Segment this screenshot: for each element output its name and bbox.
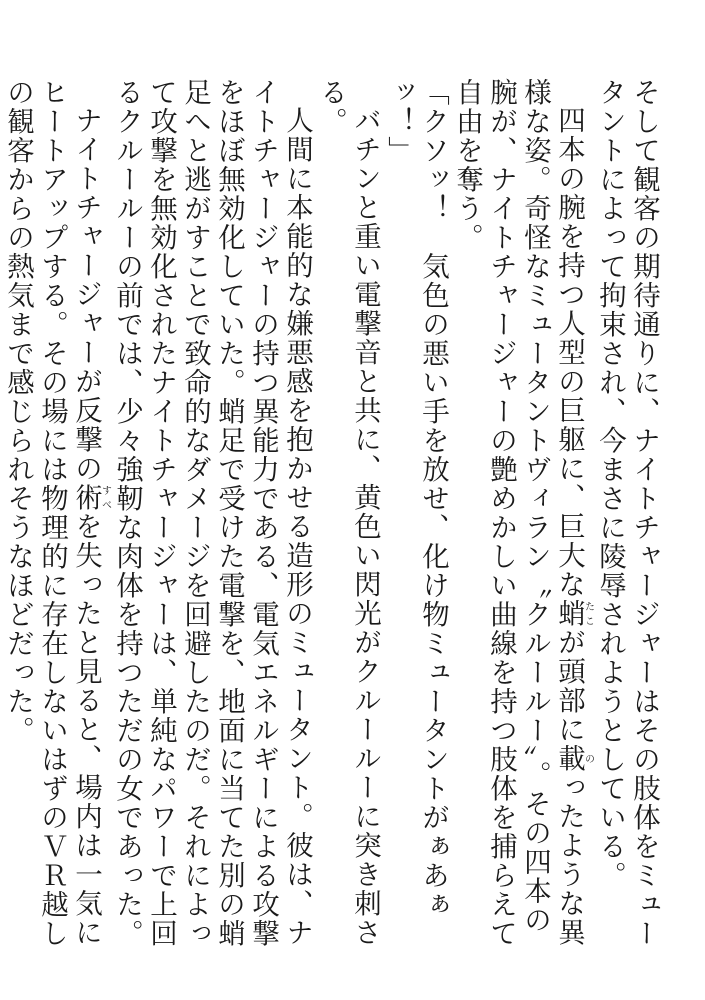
body-paragraph [314, 78, 382, 958]
dialogue-paragraph [382, 78, 450, 958]
text-run: バチンと重い電撃音と共に、黄色い閃光がクルールーに突き刺さる。 [315, 78, 381, 947]
body-paragraph [450, 78, 593, 958]
ruby-reading: の [582, 743, 594, 773]
text-run: 四本の腕を持つ人型の巨躯に、巨大な [553, 105, 585, 599]
vertical-text-body [1, 78, 661, 958]
ruby-word [70, 482, 111, 512]
ruby-reading: たこ [582, 598, 594, 628]
ruby-base: 術 [70, 482, 102, 512]
body-paragraph [110, 78, 314, 958]
body-paragraph [593, 78, 661, 958]
ruby-base: 載 [553, 743, 585, 773]
text-run: ナイトチャージャーが反撃の [70, 105, 102, 483]
ruby-base: 蛸 [553, 598, 585, 628]
body-paragraph [1, 78, 110, 958]
text-run: が頭部に [553, 627, 585, 744]
text-run: を失ったと見ると、場内は一気にヒートアップする。その場には物理的に存在しないはずのＶＲ越しの観客からの熱気まで感じられそうなほどだった。 [2, 78, 102, 948]
text-run: ったような異様な姿。奇怪なミュータントヴィラン〝クルールー〟。その四本の腕が、ナイトチャージャーの艶めかしい曲線を持つ肢体を捕らえて自由を奪う。 [451, 78, 585, 948]
ruby-word [553, 743, 594, 773]
text-run: 「クソッ！ 気色の悪い手を放せ、化け物ミュータントがぁあぁッ！」 [383, 78, 449, 919]
text-run: 人間に本能的な嫌悪感を抱かせる造形のミュータント。彼は、ナイトチャージャーの持つ異能力である、電気エネルギーによる攻撃をほぼ無効化していた。蛸足で受けた電撃を、地面に当てた別の蛸足へと逃がすことで致命的なダメージを回避したのだ。それによって攻撃を無効化されたナイトチャージャーは、単純なパワーで上回るクルールーの前では、少々強靭な肉体を持つただの女であった。 [111, 78, 313, 948]
ruby-reading: すべ [99, 482, 111, 512]
text-run: そして観客の期待通りに、ナイトチャージャーはその肢体をミュータントによって拘束され、今まさに陵辱されようとしている。 [594, 78, 660, 948]
ruby-word [553, 598, 594, 628]
